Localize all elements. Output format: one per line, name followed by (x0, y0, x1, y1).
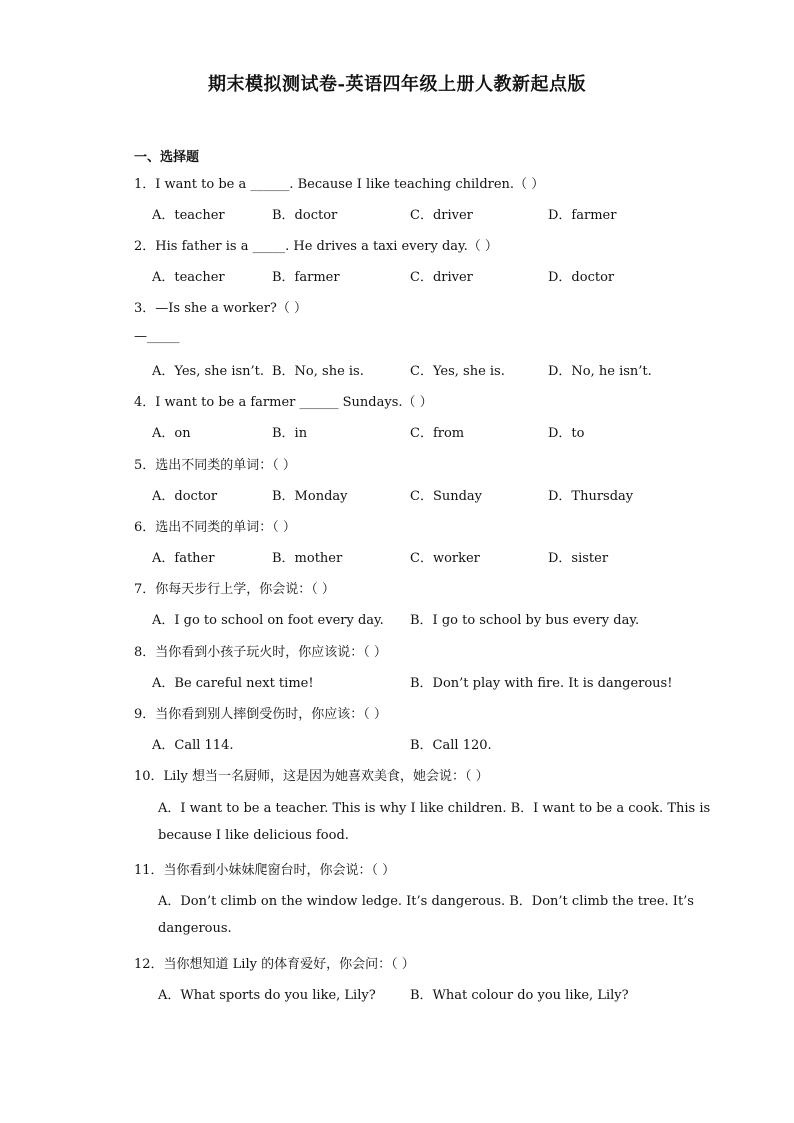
question-9-options (0, 734, 794, 754)
question-4-stem: 4．I want to be a farmer ______ Sundays.（ ） (134, 395, 433, 410)
question-8-stem: 8．当你看到小孩子玩火时，你应该说：（ ） (134, 645, 387, 660)
question-1-option-b[interactable]: B．doctor (272, 208, 338, 223)
page-title: 期末模拟测试卷-英语四年级上册人教新起点版 (208, 74, 586, 95)
question-10-stem: 10．Lily 想当一名厨师，这是因为她喜欢美食，她会说：（ ） (134, 769, 489, 784)
question-11-stem: 11．当你看到小妹妹爬窗台时，你会说：（ ） (134, 863, 396, 878)
question-7-option-b[interactable]: B．I go to school by bus every day. (410, 613, 640, 628)
question-8-option-b[interactable]: B．Don’t play with fire. It is dangerous! (410, 676, 673, 691)
question-9-stem: 9．当你看到别人摔倒受伤时，你应该：（ ） (134, 707, 387, 722)
question-3-option-a[interactable]: A．Yes, she isn’t. (152, 364, 265, 379)
question-12-options (0, 984, 794, 1004)
question-3-option-c[interactable]: C．Yes, she is. (410, 364, 505, 379)
question-1-stem: 1．I want to be a ______. Because I like teaching children.（ ） (134, 177, 545, 192)
question-9-option-b[interactable]: B．Call 120. (410, 738, 492, 753)
question-8-options (0, 672, 794, 692)
question-2-option-b[interactable]: B．farmer (272, 270, 340, 285)
question-7-options (0, 609, 794, 629)
question-2-option-a[interactable]: A．teacher (152, 270, 225, 285)
question-9-option-a[interactable]: A．Call 114. (152, 738, 234, 753)
question-5-stem: 5．选出不同类的单词：（ ） (134, 458, 296, 473)
question-6-stem: 6．选出不同类的单词：（ ） (134, 520, 296, 535)
question-1-option-d[interactable]: D．farmer (548, 208, 617, 223)
question-3-option-d[interactable]: D．No, he isn’t. (548, 364, 652, 379)
question-5-options (0, 485, 794, 505)
question-7-option-a[interactable]: A．I go to school on foot every day. (152, 613, 384, 628)
question-5-option-c[interactable]: C．Sunday (410, 489, 483, 504)
question-2-stem: 2．His father is a _____. He drives a taxi every day.（ ） (134, 239, 498, 254)
question-5-option-d[interactable]: D．Thursday (548, 489, 634, 504)
question-1-option-c[interactable]: C．driver (410, 208, 473, 223)
question-3-options (0, 360, 794, 380)
question-4-options (0, 422, 794, 442)
question-4-option-b[interactable]: B．in (272, 426, 308, 441)
question-1-option-a[interactable]: A．teacher (152, 208, 225, 223)
question-1-options (0, 204, 794, 224)
question-12-stem: 12．当你想知道 Lily 的体育爱好，你会问：（ ） (134, 957, 415, 972)
question-2-options (0, 266, 794, 286)
question-12-option-b[interactable]: B．What colour do you like, Lily? (410, 988, 629, 1003)
question-2-option-c[interactable]: C．driver (410, 270, 473, 285)
question-10-options-line-1[interactable]: A．I want to be a teacher. This is why I like children. B．I want to be a cook. This is (158, 801, 711, 816)
question-11-options-line-2[interactable]: dangerous. (158, 921, 232, 936)
question-3-stem: 3．—Is she a worker?（ ） (134, 301, 308, 316)
question-6-option-b[interactable]: B．mother (272, 551, 343, 566)
question-11-options-line-1[interactable]: A．Don’t climb on the window ledge. It’s dangerous. B．Don’t climb the tree. It’s (158, 894, 694, 909)
question-4-option-a[interactable]: A．on (152, 426, 191, 441)
question-3-answer-blank: —_____ (134, 329, 180, 344)
question-2-option-d[interactable]: D．doctor (548, 270, 615, 285)
question-5-option-a[interactable]: A．doctor (152, 489, 218, 504)
question-8-option-a[interactable]: A．Be careful next time! (152, 676, 314, 691)
question-4-option-d[interactable]: D．to (548, 426, 585, 441)
question-6-option-c[interactable]: C．worker (410, 551, 480, 566)
question-6-options (0, 547, 794, 567)
question-6-option-a[interactable]: A．father (152, 551, 215, 566)
question-10-options-line-2[interactable]: because I like delicious food. (158, 828, 349, 843)
question-3-option-b[interactable]: B．No, she is. (272, 364, 364, 379)
question-5-option-b[interactable]: B．Monday (272, 489, 348, 504)
question-7-stem: 7．你每天步行上学，你会说：（ ） (134, 582, 335, 597)
question-12-option-a[interactable]: A．What sports do you like, Lily? (158, 988, 376, 1003)
question-6-option-d[interactable]: D．sister (548, 551, 609, 566)
question-4-option-c[interactable]: C．from (410, 426, 465, 441)
section-heading: 一、选择题 (134, 150, 200, 165)
